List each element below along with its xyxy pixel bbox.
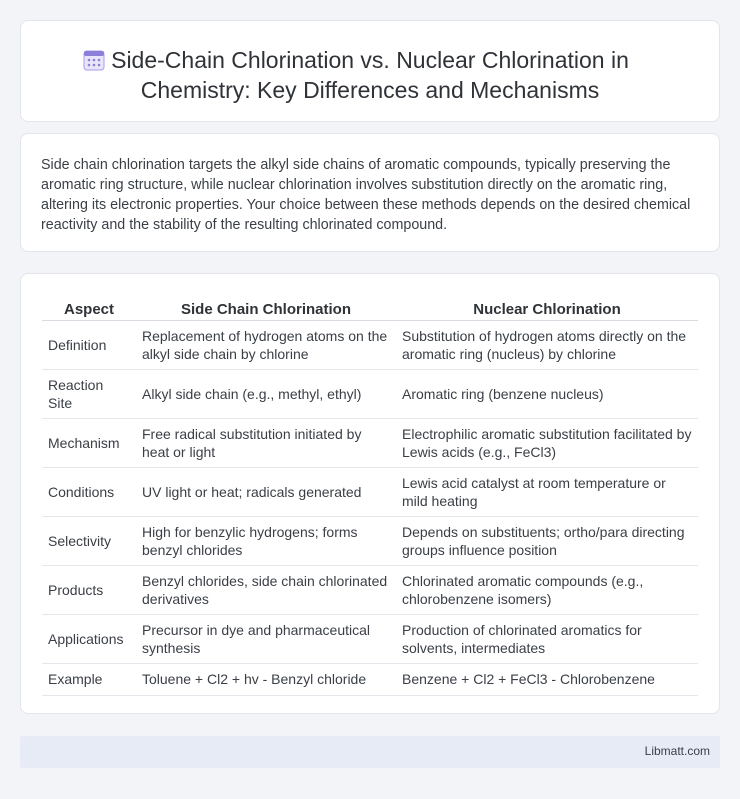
row-aspect: Example xyxy=(42,663,136,695)
row-nuclear: Substitution of hydrogen atoms directly on the aromatic ring (nucleus) by chlorine xyxy=(396,320,698,369)
row-side-chain: Replacement of hydrogen atoms on the alkyl side chain by chlorine xyxy=(136,320,396,369)
row-aspect: Products xyxy=(42,565,136,614)
table-row xyxy=(42,369,698,418)
row-nuclear: Depends on substituents; ortho/para directing groups influence position xyxy=(396,516,698,565)
table-row xyxy=(42,614,698,663)
row-aspect: Applications xyxy=(42,614,136,663)
table-row xyxy=(42,516,698,565)
comparison-table-card xyxy=(20,273,720,714)
row-nuclear: Lewis acid catalyst at room temperature or mild heating xyxy=(396,467,698,516)
table-row xyxy=(42,663,698,695)
row-nuclear: Electrophilic aromatic substitution facilitated by Lewis acids (e.g., FeCl3) xyxy=(396,418,698,467)
row-nuclear: Chlorinated aromatic compounds (e.g., chlorobenzene isomers) xyxy=(396,565,698,614)
row-aspect: Conditions xyxy=(42,467,136,516)
row-nuclear: Benzene + Cl2 + FeCl3 - Chlorobenzene xyxy=(396,663,698,695)
page-title-line-1: Side-Chain Chlorination vs. Nuclear Chlorination in xyxy=(111,47,629,73)
row-nuclear: Aromatic ring (benzene nucleus) xyxy=(396,369,698,418)
intro-card xyxy=(20,133,720,252)
table-row xyxy=(42,467,698,516)
page-title-line-2: Chemistry: Key Differences and Mechanisms xyxy=(140,77,600,103)
row-aspect: Mechanism xyxy=(42,418,136,467)
page-title xyxy=(21,45,719,105)
table-row xyxy=(42,418,698,467)
row-side-chain: Benzyl chlorides, side chain chlorinated derivatives xyxy=(136,565,396,614)
comparison-table xyxy=(42,295,698,696)
row-side-chain: UV light or heat; radicals generated xyxy=(136,467,396,516)
row-nuclear: Production of chlorinated aromatics for solvents, intermediates xyxy=(396,614,698,663)
table-row xyxy=(42,565,698,614)
row-side-chain: Alkyl side chain (e.g., methyl, ethyl) xyxy=(136,369,396,418)
row-aspect: Selectivity xyxy=(42,516,136,565)
row-side-chain: High for benzylic hydrogens; forms benzyl chlorides xyxy=(136,516,396,565)
row-aspect: Definition xyxy=(42,320,136,369)
header-aspect: Aspect xyxy=(42,295,136,320)
header-nuclear: Nuclear Chlorination xyxy=(396,295,698,320)
row-side-chain: Precursor in dye and pharmaceutical synthesis xyxy=(136,614,396,663)
row-aspect: Reaction Site xyxy=(42,369,136,418)
header-side-chain: Side Chain Chlorination xyxy=(136,295,396,320)
footer-bar xyxy=(20,736,720,768)
table-row xyxy=(42,320,698,369)
footer-brand-link[interactable]: Libmatt.com xyxy=(644,744,710,758)
title-card xyxy=(20,20,720,122)
intro-paragraph: Side chain chlorination targets the alkyl side chains of aromatic compounds, typically preserving the aromatic ring structure, while nuclear chlorination involves substitution directly on the aromatic ring, altering its electronic properties. Your choice between these methods depends on the desired chemical reactivity and the stability of the resulting chlorinated compound. xyxy=(41,157,691,233)
row-side-chain: Free radical substitution initiated by heat or light xyxy=(136,418,396,467)
table-header-row xyxy=(42,295,698,320)
row-side-chain: Toluene + Cl2 + hv - Benzyl chloride xyxy=(136,663,396,695)
